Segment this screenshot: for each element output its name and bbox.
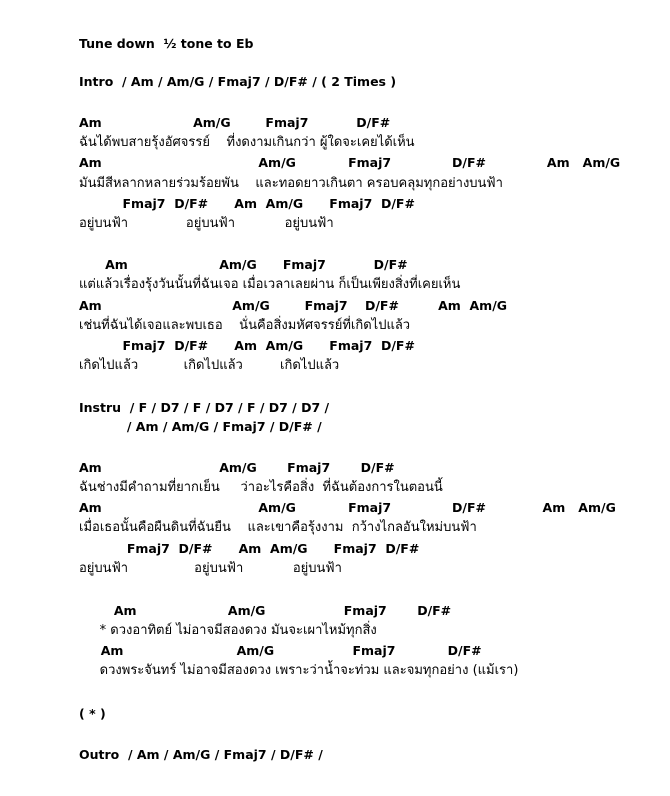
verse2-chords-1: Am Am/G Fmaj7 D/F# xyxy=(79,257,408,272)
instru-line-1: Instru / F / D7 / F / D7 / F / D7 / D7 / xyxy=(79,400,330,415)
instru-line-2: / Am / Am/G / Fmaj7 / D/F# / xyxy=(79,419,322,434)
outro-line: Outro / Am / Am/G / Fmaj7 / D/F# / xyxy=(79,747,323,762)
verse2-lyric-2: เช่นที่ฉันได้เจอและพบเธอ นั่นคือสิ่งมหัศจรรย์ที่เกิดไปแล้ว xyxy=(79,318,411,333)
chorus-lyric-2: ดวงพระจันทร์ ไม่อาจมีสองดวง เพราะว่าน้ำจะท่วม และจมทุกอย่าง (แม้เรา) xyxy=(79,663,519,678)
chorus-lyric-1: * ดวงอาทิตย์ ไม่อาจมีสองดวง มันจะเผาไหม้ทุกสิ่ง xyxy=(79,623,377,638)
verse1-chords-1: Am Am/G Fmaj7 D/F# xyxy=(79,115,391,130)
verse2-lyric-1: แต่แล้วเรื่องรุ้งวันนั้นที่ฉันเจอ เมื่อเวลาเลยผ่าน ก็เป็นเพียงสิ่งที่เคยเห็น xyxy=(79,277,461,292)
verse1-chords-3: Fmaj7 D/F# Am Am/G Fmaj7 D/F# xyxy=(79,196,415,211)
verse3-lyric-2: เมื่อเธอนั้นคือผืนดินที่ฉันยืน และเขาคือรุ้งงาม กว้างไกลอันใหม่บนฟ้า xyxy=(79,520,477,535)
verse1-chords-2: Am Am/G Fmaj7 D/F# Am Am/G xyxy=(79,155,621,170)
chorus-chords-1: Am Am/G Fmaj7 D/F# xyxy=(79,603,452,618)
chorus-chords-2: Am Am/G Fmaj7 D/F# xyxy=(79,643,482,658)
verse3-chords-1: Am Am/G Fmaj7 D/F# xyxy=(79,460,395,475)
verse2-chords-3: Fmaj7 D/F# Am Am/G Fmaj7 D/F# xyxy=(79,338,415,353)
verse1-lyric-3: อยู่บนฟ้า อยู่บนฟ้า อยู่บนฟ้า xyxy=(79,216,334,231)
verse2-lyric-3: เกิดไปแล้ว เกิดไปแล้ว เกิดไปแล้ว xyxy=(79,358,340,373)
intro-line: Intro / Am / Am/G / Fmaj7 / D/F# / ( 2 Times ) xyxy=(79,74,397,89)
tuning-note: Tune down ½ tone to Eb xyxy=(79,36,254,51)
verse3-lyric-3: อยู่บนฟ้า อยู่บนฟ้า อยู่บนฟ้า xyxy=(79,561,342,576)
verse1-lyric-1: ฉันได้พบสายรุ้งอัศจรรย์ ที่งดงามเกินกว่า ผู้ใดจะเคยได้เห็น xyxy=(79,135,415,150)
repeat-marker: ( * ) xyxy=(79,706,106,721)
verse3-chords-3: Fmaj7 D/F# Am Am/G Fmaj7 D/F# xyxy=(79,541,420,556)
verse2-chords-2: Am Am/G Fmaj7 D/F# Am Am/G xyxy=(79,298,508,313)
verse3-chords-2: Am Am/G Fmaj7 D/F# Am Am/G xyxy=(79,500,616,515)
verse1-lyric-2: มันมีสีหลากหลายร่วมร้อยพัน และทอดยาวเกินตา ครอบคลุมทุกอย่างบนฟ้า xyxy=(79,176,503,191)
verse3-lyric-1: ฉันช่างมีคำถามที่ยากเย็น ว่าอะไรคือสิ่ง ที่ฉันต้องการในตอนนี้ xyxy=(79,480,443,495)
